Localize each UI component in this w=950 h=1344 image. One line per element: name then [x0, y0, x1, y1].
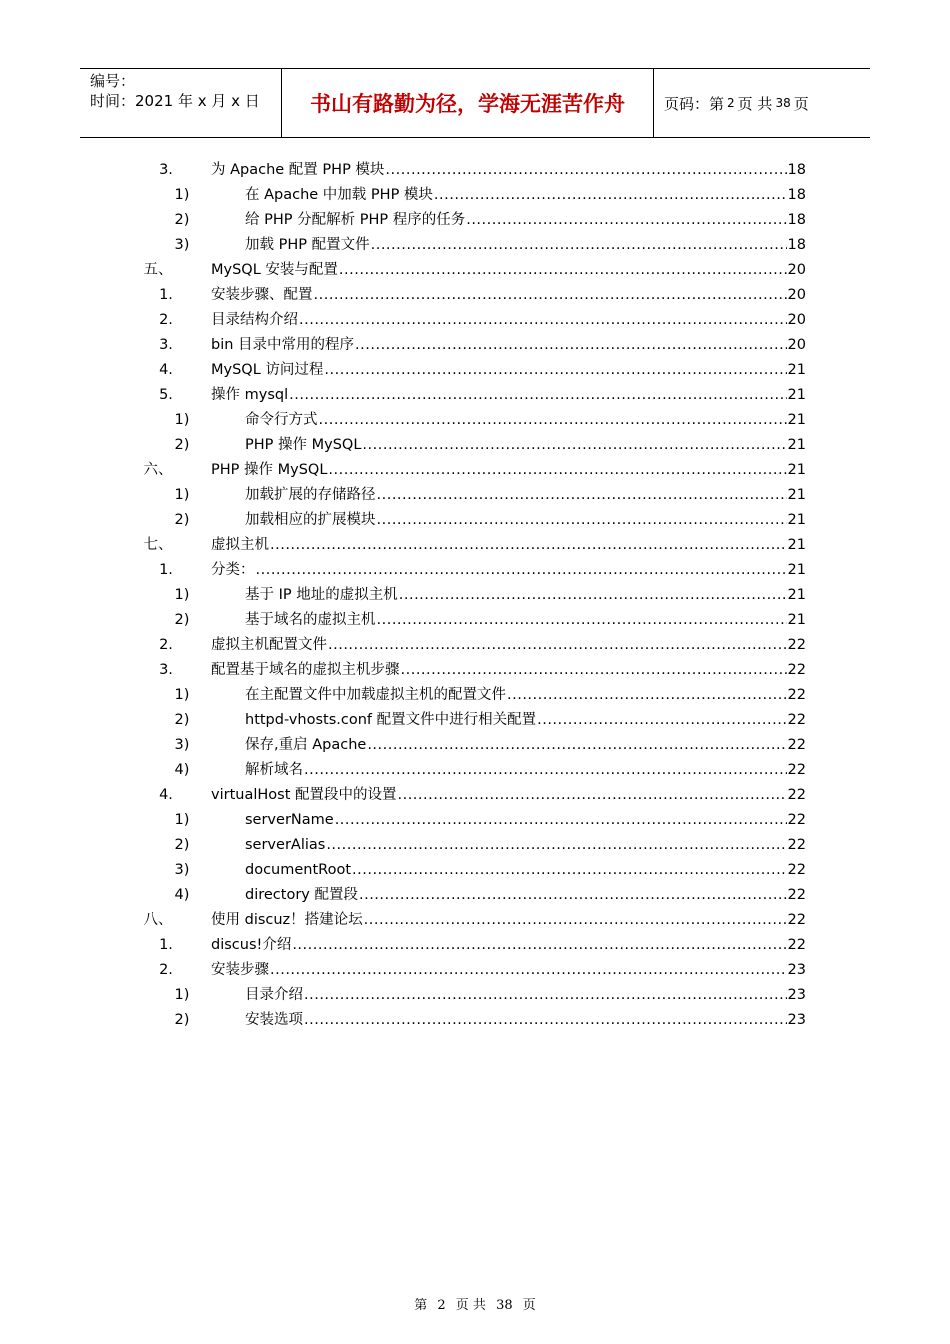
toc-entry-title: 虚拟主机	[211, 537, 269, 553]
header-page-suffix: 页	[793, 94, 809, 113]
toc-entry-title: MySQL 安装与配置	[211, 262, 338, 278]
toc-entry-number: 1)	[174, 412, 190, 428]
toc-entry-number: 2.	[159, 637, 173, 653]
toc-entry-number: 2)	[174, 837, 190, 853]
toc-entry-line	[211, 908, 806, 933]
toc-entry-title: 给 PHP 分配解析 PHP 程序的任务	[245, 212, 466, 228]
toc-entry[interactable]	[0, 283, 950, 308]
toc-entry-title: 分类：	[211, 562, 255, 578]
footer-prefix: 第	[414, 1298, 428, 1313]
toc-entry[interactable]	[0, 308, 950, 333]
toc-entry-title: directory 配置段	[245, 887, 358, 903]
toc-entry-line	[211, 958, 806, 983]
toc-entry-number: 1)	[174, 812, 190, 828]
toc-entry-number: 3)	[174, 737, 190, 753]
toc-entry-title: 解析域名	[245, 762, 303, 778]
toc-dot-leader	[352, 858, 787, 883]
toc-entry-page: 21	[787, 587, 806, 603]
toc-entry-number: 2.	[159, 312, 173, 328]
toc-entry-number: 七、	[143, 537, 173, 553]
toc-entry[interactable]	[0, 833, 950, 858]
toc-entry-page: 22	[787, 912, 806, 928]
toc-entry-page: 18	[787, 212, 806, 228]
toc-entry-page: 21	[787, 562, 806, 578]
footer-total-pages: 38	[496, 1298, 513, 1313]
toc-entry-line	[245, 1008, 806, 1033]
toc-entry[interactable]	[0, 683, 950, 708]
toc-entry[interactable]	[0, 483, 950, 508]
toc-entry-number: 2.	[159, 962, 173, 978]
toc-entry-number: 3.	[159, 162, 173, 178]
header-meta	[80, 69, 281, 137]
toc-dot-leader	[434, 183, 787, 208]
toc-dot-leader	[355, 333, 787, 358]
toc-entry-page: 20	[787, 262, 806, 278]
toc-entry-number: 八、	[143, 912, 173, 928]
toc-entry-line	[211, 783, 806, 808]
header-motto: 书山有路勤为径，学海无涯苦作舟	[281, 69, 654, 137]
toc-entry-page: 22	[787, 937, 806, 953]
toc-entry-line	[245, 483, 806, 508]
toc-entry-title: 加载相应的扩展模块	[245, 512, 376, 528]
toc-entry-page: 18	[787, 237, 806, 253]
toc-entry-page: 22	[787, 762, 806, 778]
toc-dot-leader	[299, 308, 787, 333]
toc-entry-line	[245, 708, 806, 733]
toc-dot-leader	[270, 958, 787, 983]
toc-entry-number: 2)	[174, 712, 190, 728]
toc-entry-title: 操作 mysql	[211, 387, 289, 403]
toc-entry-number: 1)	[174, 687, 190, 703]
toc-entry-number: 4)	[174, 887, 190, 903]
toc-entry[interactable]	[0, 558, 950, 583]
toc-entry-title: serverAlias	[245, 837, 326, 853]
toc-entry-number: 1)	[174, 587, 190, 603]
toc-entry-number: 2)	[174, 437, 190, 453]
toc-entry-number: 2)	[174, 212, 190, 228]
table-of-contents	[0, 158, 950, 1033]
toc-entry-title: virtualHost 配置段中的设置	[211, 787, 397, 803]
toc-entry-number: 五、	[143, 262, 173, 278]
toc-entry[interactable]	[0, 908, 950, 933]
toc-entry-page: 22	[787, 737, 806, 753]
toc-entry[interactable]	[0, 158, 950, 183]
toc-entry-number: 1)	[174, 487, 190, 503]
toc-entry[interactable]	[0, 458, 950, 483]
toc-dot-leader	[362, 433, 786, 458]
toc-dot-leader	[335, 808, 787, 833]
toc-dot-leader	[256, 558, 787, 583]
toc-entry-number: 4.	[159, 787, 173, 803]
toc-dot-leader	[328, 633, 787, 658]
toc-dot-leader	[377, 483, 787, 508]
page-footer	[0, 1294, 950, 1313]
page-header	[80, 68, 870, 138]
toc-entry-line	[245, 583, 806, 608]
toc-entry-page: 22	[787, 812, 806, 828]
toc-dot-leader	[289, 383, 786, 408]
toc-dot-leader	[507, 683, 787, 708]
toc-entry-line	[245, 233, 806, 258]
toc-entry-title: 目录介绍	[245, 987, 303, 1003]
toc-entry-line	[245, 883, 806, 908]
footer-suffix: 页	[522, 1298, 536, 1313]
toc-entry-line	[211, 258, 806, 283]
toc-entry-number: 1.	[159, 287, 173, 303]
toc-entry-title: 在 Apache 中加载 PHP 模块	[245, 187, 433, 203]
toc-entry-title: documentRoot	[245, 862, 352, 878]
toc-entry-page: 21	[787, 387, 806, 403]
toc-entry-title: httpd-vhosts.conf 配置文件中进行相关配置	[245, 712, 537, 728]
toc-entry-line	[211, 308, 806, 333]
toc-entry-page: 21	[787, 537, 806, 553]
toc-entry[interactable]	[0, 358, 950, 383]
toc-entry-number: 1.	[159, 937, 173, 953]
toc-entry-title: 加载扩展的存储路径	[245, 487, 376, 503]
toc-dot-leader	[314, 283, 787, 308]
toc-dot-leader	[399, 583, 787, 608]
toc-entry[interactable]	[0, 858, 950, 883]
toc-entry-number: 3)	[174, 862, 190, 878]
toc-dot-leader	[537, 708, 786, 733]
toc-entry-line	[245, 508, 806, 533]
toc-entry-page: 23	[787, 1012, 806, 1028]
toc-entry-title: 虚拟主机配置文件	[211, 637, 327, 653]
toc-dot-leader	[397, 783, 786, 808]
toc-entry-page: 18	[787, 162, 806, 178]
toc-entry-line	[245, 758, 806, 783]
toc-entry-page: 20	[787, 287, 806, 303]
toc-entry-title: 基于 IP 地址的虚拟主机	[245, 587, 398, 603]
toc-entry[interactable]	[0, 183, 950, 208]
header-page-prefix: 页码：第	[664, 94, 725, 113]
toc-entry-page: 21	[787, 437, 806, 453]
toc-entry-line	[211, 533, 806, 558]
toc-entry[interactable]	[0, 533, 950, 558]
document-time-label: 时间：2021 年 x 月 x 日	[90, 92, 260, 110]
toc-entry-line	[211, 933, 806, 958]
toc-dot-leader	[466, 208, 786, 233]
toc-entry-number: 2)	[174, 1012, 190, 1028]
toc-entry-number: 2)	[174, 612, 190, 628]
toc-entry-line	[211, 458, 806, 483]
toc-entry-title: MySQL 访问过程	[211, 362, 324, 378]
document-number-label: 编号：	[90, 72, 136, 90]
toc-entry[interactable]	[0, 508, 950, 533]
toc-entry-line	[211, 158, 806, 183]
toc-entry-number: 3.	[159, 662, 173, 678]
toc-entry[interactable]	[0, 208, 950, 233]
toc-entry[interactable]	[0, 958, 950, 983]
toc-entry[interactable]	[0, 408, 950, 433]
toc-entry-line	[245, 183, 806, 208]
toc-entry[interactable]	[0, 608, 950, 633]
toc-dot-leader	[364, 908, 787, 933]
toc-dot-leader	[339, 258, 787, 283]
toc-entry-title: serverName	[245, 812, 334, 828]
toc-entry-page: 23	[787, 987, 806, 1003]
toc-entry-page: 22	[787, 687, 806, 703]
toc-entry-title: discus!介绍	[211, 937, 292, 953]
toc-entry-line	[245, 733, 806, 758]
toc-dot-leader	[324, 358, 786, 383]
toc-entry-page: 21	[787, 512, 806, 528]
toc-entry-title: PHP 操作 MySQL	[211, 462, 328, 478]
toc-dot-leader	[328, 458, 786, 483]
toc-dot-leader	[304, 983, 787, 1008]
toc-entry[interactable]	[0, 433, 950, 458]
toc-entry[interactable]	[0, 1008, 950, 1033]
toc-entry-line	[245, 208, 806, 233]
toc-entry-title: 命令行方式	[245, 412, 318, 428]
toc-entry-title: 基于域名的虚拟主机	[245, 612, 376, 628]
toc-dot-leader	[401, 658, 787, 683]
header-page-mid: 页 共	[737, 94, 773, 113]
toc-entry-title: 安装步骤、配置	[211, 287, 313, 303]
toc-entry[interactable]	[0, 258, 950, 283]
toc-entry-line	[245, 408, 806, 433]
toc-dot-leader	[304, 758, 787, 783]
toc-entry[interactable]	[0, 758, 950, 783]
toc-entry-title: 安装步骤	[211, 962, 269, 978]
toc-entry-number: 3)	[174, 237, 190, 253]
toc-dot-leader	[377, 508, 787, 533]
toc-entry-line	[245, 683, 806, 708]
toc-entry-number: 1)	[174, 987, 190, 1003]
toc-entry[interactable]	[0, 633, 950, 658]
toc-entry-line	[245, 833, 806, 858]
toc-entry-page: 22	[787, 862, 806, 878]
toc-entry-line	[211, 633, 806, 658]
toc-entry[interactable]	[0, 658, 950, 683]
toc-dot-leader	[385, 158, 786, 183]
header-page-current: 2	[727, 96, 735, 110]
toc-dot-leader	[319, 408, 787, 433]
toc-entry-line	[245, 808, 806, 833]
toc-dot-leader	[371, 233, 787, 258]
footer-mid: 页 共	[455, 1298, 486, 1313]
header-page-info	[654, 69, 870, 137]
toc-entry-page: 21	[787, 612, 806, 628]
toc-entry-title: PHP 操作 MySQL	[245, 437, 362, 453]
toc-entry[interactable]	[0, 383, 950, 408]
toc-entry-page: 18	[787, 187, 806, 203]
toc-entry-line	[211, 358, 806, 383]
toc-entry-line	[211, 283, 806, 308]
toc-dot-leader	[367, 733, 786, 758]
toc-entry-number: 5.	[159, 387, 173, 403]
toc-entry-line	[211, 558, 806, 583]
toc-entry[interactable]	[0, 808, 950, 833]
toc-entry-number: 4)	[174, 762, 190, 778]
toc-entry[interactable]	[0, 883, 950, 908]
toc-entry-title: 加载 PHP 配置文件	[245, 237, 370, 253]
toc-dot-leader	[326, 833, 786, 858]
toc-entry-line	[211, 383, 806, 408]
toc-entry-title: bin 目录中常用的程序	[211, 337, 355, 353]
toc-entry[interactable]	[0, 583, 950, 608]
toc-entry-title: 为 Apache 配置 PHP 模块	[211, 162, 385, 178]
toc-entry-number: 3.	[159, 337, 173, 353]
toc-dot-leader	[377, 608, 787, 633]
footer-current-page: 2	[437, 1298, 446, 1313]
toc-entry-line	[245, 433, 806, 458]
toc-entry[interactable]	[0, 733, 950, 758]
toc-entry-title: 使用 discuz！搭建论坛	[211, 912, 363, 928]
toc-entry-title: 安装选项	[245, 1012, 303, 1028]
toc-entry-page: 22	[787, 712, 806, 728]
toc-entry-page: 20	[787, 312, 806, 328]
toc-entry-line	[245, 983, 806, 1008]
toc-dot-leader	[304, 1008, 787, 1033]
toc-entry-title: 在主配置文件中加载虚拟主机的配置文件	[245, 687, 506, 703]
toc-entry[interactable]	[0, 983, 950, 1008]
toc-entry-page: 21	[787, 362, 806, 378]
toc-entry-title: 保存,重启 Apache	[245, 737, 367, 753]
toc-entry-page: 22	[787, 837, 806, 853]
toc-entry-page: 22	[787, 637, 806, 653]
toc-entry[interactable]	[0, 933, 950, 958]
toc-entry-line	[245, 608, 806, 633]
toc-dot-leader	[270, 533, 787, 558]
toc-entry[interactable]	[0, 333, 950, 358]
toc-entry-number: 2)	[174, 512, 190, 528]
toc-dot-leader	[292, 933, 786, 958]
toc-entry-line	[245, 858, 806, 883]
toc-entry-line	[211, 333, 806, 358]
toc-entry[interactable]	[0, 233, 950, 258]
toc-entry-page: 23	[787, 962, 806, 978]
toc-entry-number: 1)	[174, 187, 190, 203]
toc-entry-page: 22	[787, 887, 806, 903]
toc-entry[interactable]	[0, 708, 950, 733]
toc-entry-number: 六、	[143, 462, 173, 478]
toc-entry-number: 4.	[159, 362, 173, 378]
header-page-total: 38	[775, 96, 791, 110]
toc-entry-title: 目录结构介绍	[211, 312, 298, 328]
toc-entry-line	[211, 658, 806, 683]
toc-dot-leader	[359, 883, 787, 908]
toc-entry-page: 22	[787, 787, 806, 803]
toc-entry-page: 22	[787, 662, 806, 678]
toc-entry-title: 配置基于域名的虚拟主机步骤	[211, 662, 400, 678]
toc-entry-page: 21	[787, 487, 806, 503]
toc-entry-page: 21	[787, 412, 806, 428]
toc-entry-page: 20	[787, 337, 806, 353]
toc-entry[interactable]	[0, 783, 950, 808]
toc-entry-page: 21	[787, 462, 806, 478]
toc-entry-number: 1.	[159, 562, 173, 578]
